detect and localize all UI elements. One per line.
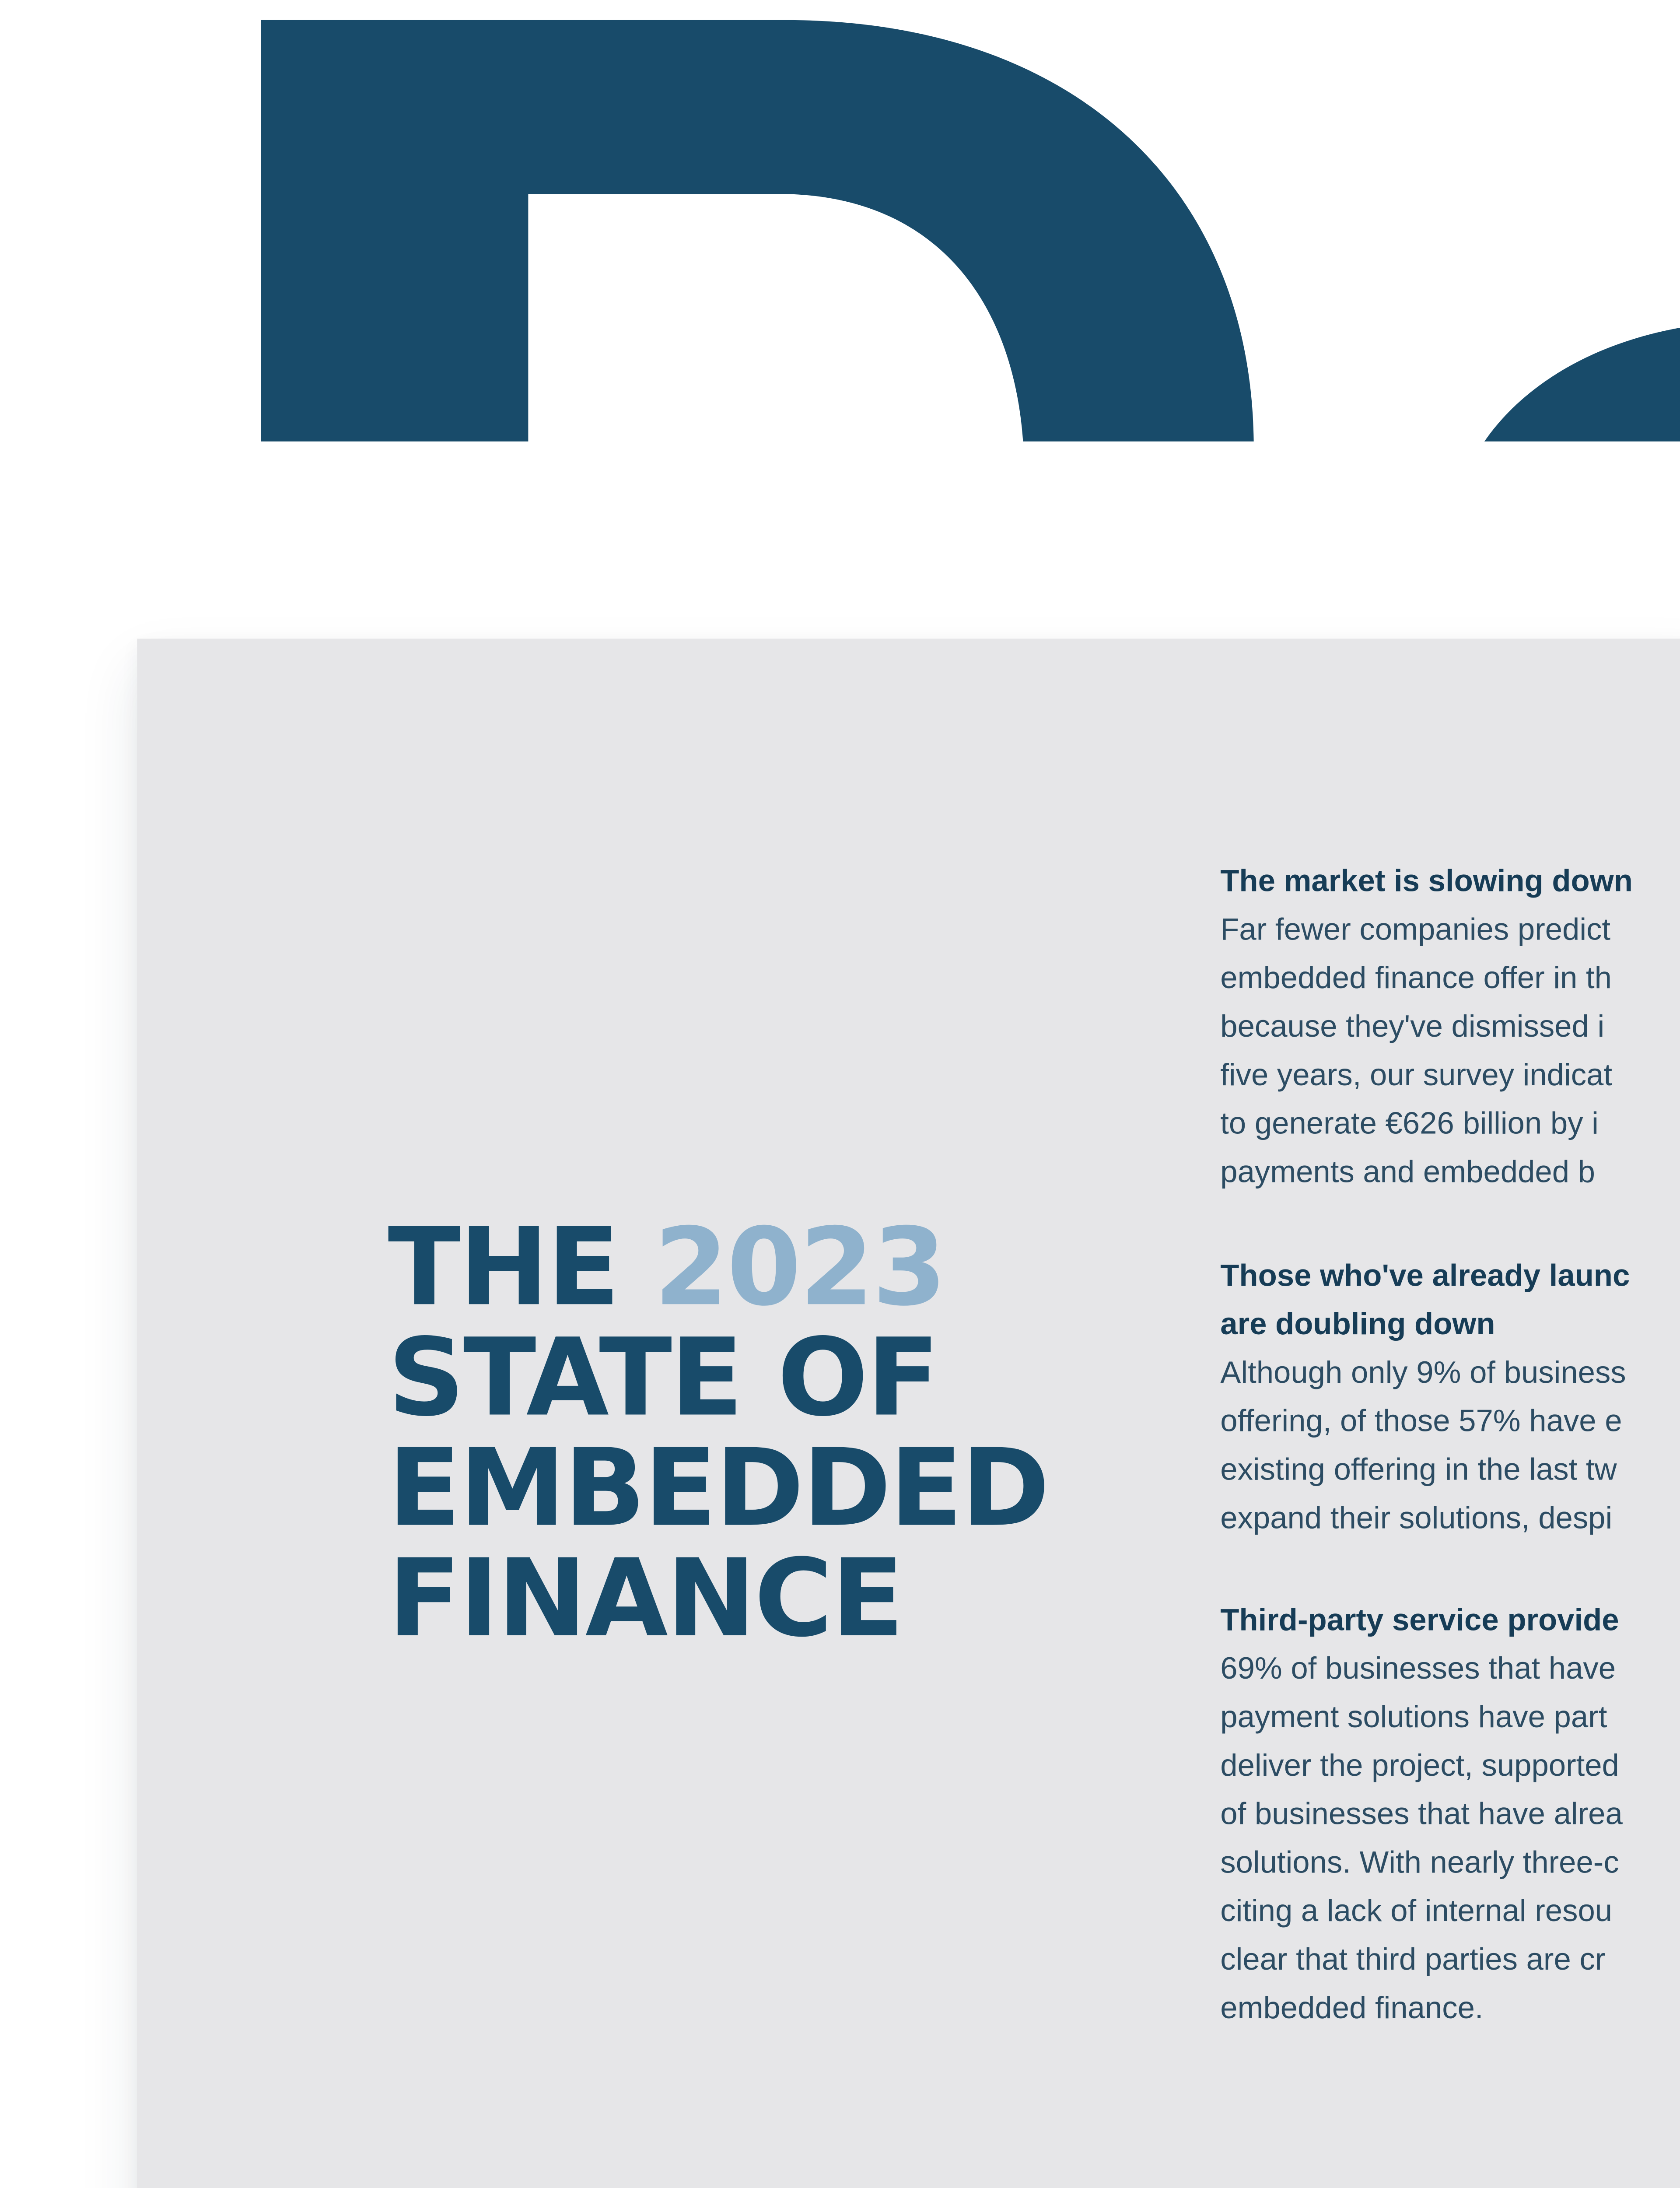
title-line-1 [388,1207,1048,1331]
decorative-letter-top [0,0,1680,468]
finding-text-line: Although only 9% of business [1220,1354,1626,1390]
finding-text-line: payments and embedded b [1220,1154,1595,1189]
finding-text-line: offering, of those 57% have e [1220,1403,1622,1438]
finding-text-line: Far fewer companies predict [1220,911,1611,947]
letter-d-shape [261,20,1254,442]
finding-text-line: embedded finance. [1220,1989,1484,2025]
title-year: 2023 [654,1207,945,1331]
finding-text-line: 69% of businesses that have [1220,1650,1616,1686]
finding-section [1220,856,1633,1196]
report-title [388,1207,1048,1662]
finding-text-line: five years, our survey indicat [1220,1056,1613,1092]
title-prefix: THE [388,1207,619,1331]
finding-text-line: because they've dismissed i [1220,1008,1605,1044]
finding-text-line: of businesses that have alrea [1220,1795,1623,1831]
finding-text-line: citing a lack of internal resou [1220,1893,1613,1928]
finding-text-line: deliver the project, supported [1220,1747,1619,1783]
letter-partial-shape [1484,328,1680,442]
finding-text-line: embedded finance offer in th [1220,960,1612,995]
finding-text-line: payment solutions have part [1220,1699,1607,1734]
finding-heading: The market is slowing down [1220,863,1633,898]
finding-text-line: solutions. With nearly three-c [1220,1844,1619,1879]
finding-text-line: to generate €626 billion by i [1220,1105,1599,1140]
finding-section [1220,1251,1630,1542]
finding-heading: Those who've already launc [1220,1257,1630,1293]
title-line-4: FINANCE [388,1538,903,1662]
finding-heading: Third-party service provide [1220,1602,1619,1637]
title-line-2: STATE OF [388,1317,938,1441]
title-line-3: EMBEDDED [388,1428,1048,1552]
finding-text-line: existing offering in the last tw [1220,1451,1617,1487]
finding-text-line: expand their solutions, despi [1220,1500,1613,1535]
finding-text-line: clear that third parties are cr [1220,1941,1606,1977]
finding-section [1220,1595,1623,2031]
finding-heading: are doubling down [1220,1306,1495,1341]
